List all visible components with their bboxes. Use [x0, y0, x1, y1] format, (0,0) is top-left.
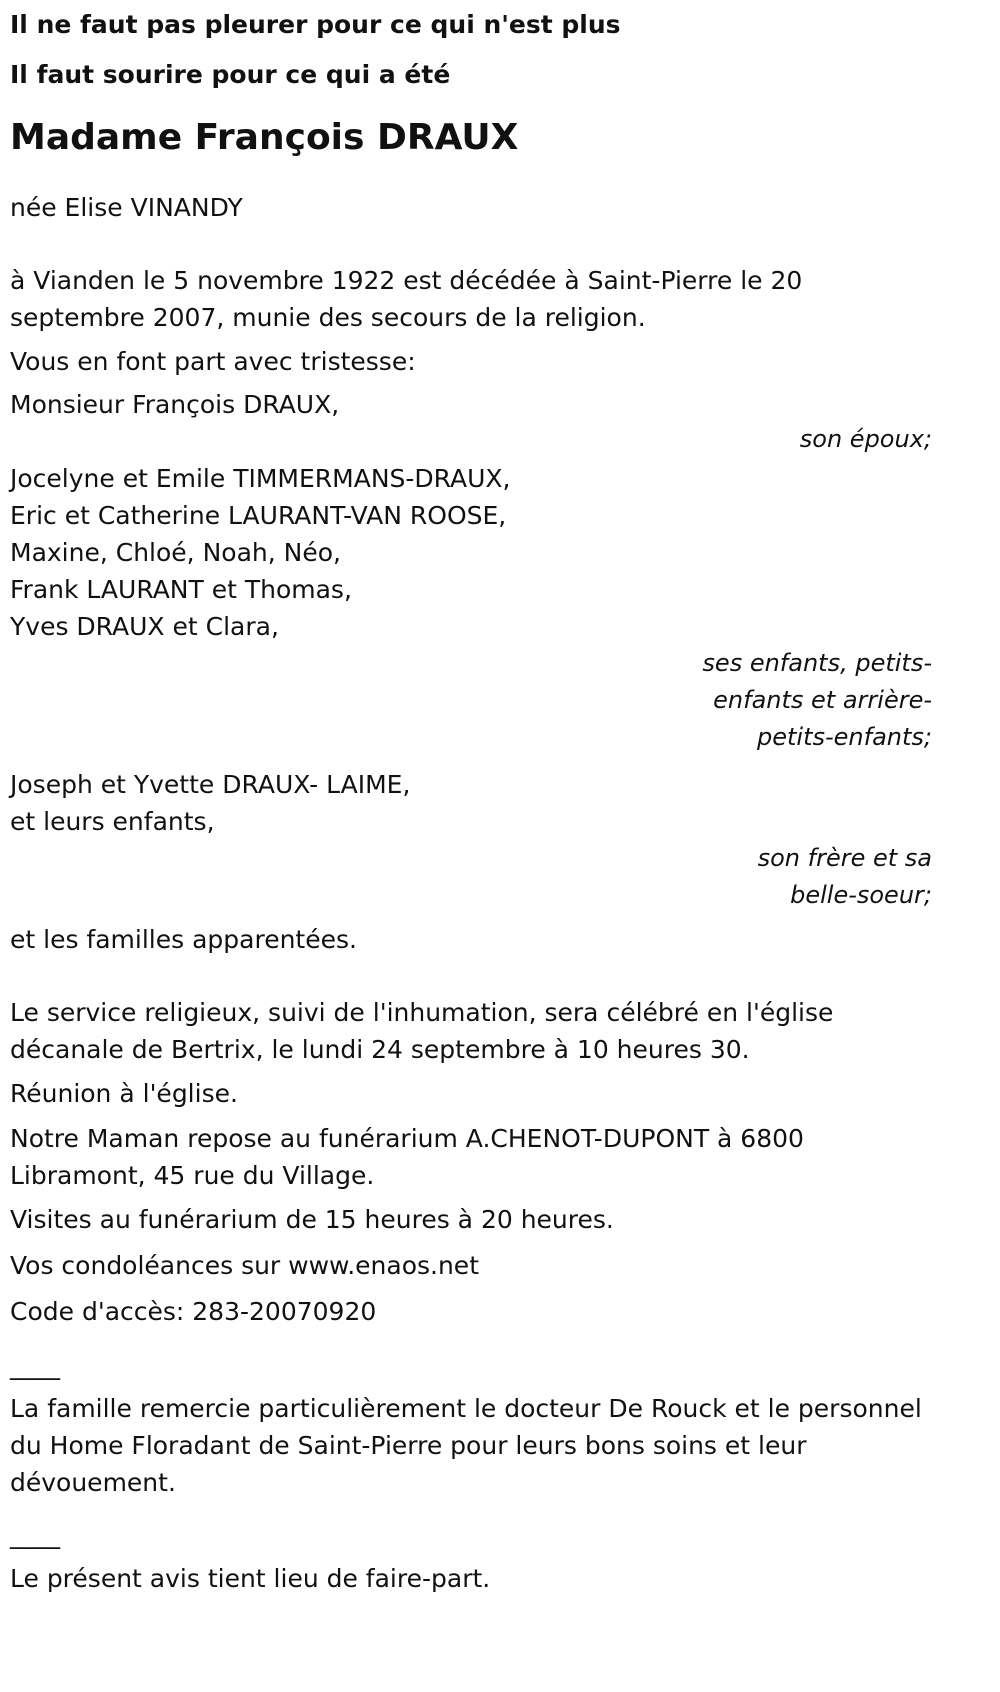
thanks-line-1: La famille remercie particulièrement le docteur De Rouck et le personnel	[10, 1394, 922, 1423]
separator-1: ____	[10, 1351, 60, 1380]
service-text	[10, 994, 990, 1068]
husband-relation: son époux;	[799, 425, 932, 453]
birth-death-text	[10, 262, 990, 336]
meeting-text: Réunion à l'église.	[10, 1079, 238, 1108]
brother-block	[10, 766, 990, 914]
child-line-2: Eric et Catherine LAURANT-VAN ROOSE,	[10, 501, 507, 530]
children-relation-3: petits-enfants;	[757, 723, 932, 751]
thanks-text	[10, 1390, 990, 1501]
closing-text: Le présent avis tient lieu de faire-part.	[10, 1564, 491, 1593]
separator-2: ____	[10, 1520, 60, 1549]
epigraph	[10, 0, 990, 100]
husband-block	[10, 388, 990, 456]
child-line-3: Maxine, Chloé, Noah, Néo,	[10, 538, 341, 567]
children-relation-1: ses enfants, petits-	[702, 649, 932, 677]
repose-text	[10, 1120, 990, 1194]
brother-relation-1: son frère et sa	[757, 844, 932, 872]
service-line-2: décanale de Bertrix, le lundi 24 septembre à 10 heures 30.	[10, 1035, 750, 1064]
birth-death-line-1: à Vianden le 5 novembre 1922 est décédée à Saint-Pierre le 20	[10, 266, 803, 295]
children-block	[10, 460, 990, 756]
repose-line-2: Libramont, 45 rue du Village.	[10, 1161, 375, 1190]
visits-text: Visites au funérarium de 15 heures à 20 heures.	[10, 1205, 614, 1234]
families-text: et les familles apparentées.	[10, 925, 357, 954]
husband-name: Monsieur François DRAUX,	[10, 390, 340, 419]
maiden-name: née Elise VINANDY	[10, 193, 243, 222]
brother-relation-2: belle-soeur;	[790, 881, 932, 909]
child-line-4: Frank LAURANT et Thomas,	[10, 575, 352, 604]
brother-line-2: et leurs enfants,	[10, 807, 215, 836]
page-title: Madame François DRAUX	[10, 117, 519, 158]
service-line-1: Le service religieux, suivi de l'inhumation, sera célébré en l'église	[10, 998, 834, 1027]
repose-line-1: Notre Maman repose au funérarium A.CHENOT-DUPONT à 6800	[10, 1124, 804, 1153]
epigraph-line-2: Il faut sourire pour ce qui a été	[10, 60, 451, 89]
thanks-line-2: du Home Floradant de Saint-Pierre pour leurs bons soins et leur	[10, 1431, 807, 1460]
announce-text: Vous en font part avec tristesse:	[10, 347, 416, 376]
brother-line-1: Joseph et Yvette DRAUX- LAIME,	[10, 770, 411, 799]
thanks-line-3: dévouement.	[10, 1468, 176, 1497]
child-line-1: Jocelyne et Emile TIMMERMANS-DRAUX,	[10, 464, 511, 493]
access-code-text: Code d'accès: 283-20070920	[10, 1297, 377, 1326]
condolences-text: Vos condoléances sur www.enaos.net	[10, 1251, 479, 1280]
child-line-5: Yves DRAUX et Clara,	[10, 612, 279, 641]
birth-death-line-2: septembre 2007, munie des secours de la religion.	[10, 303, 646, 332]
children-relation-2: enfants et arrière-	[713, 686, 932, 714]
epigraph-line-1: Il ne faut pas pleurer pour ce qui n'est plus	[10, 10, 621, 39]
